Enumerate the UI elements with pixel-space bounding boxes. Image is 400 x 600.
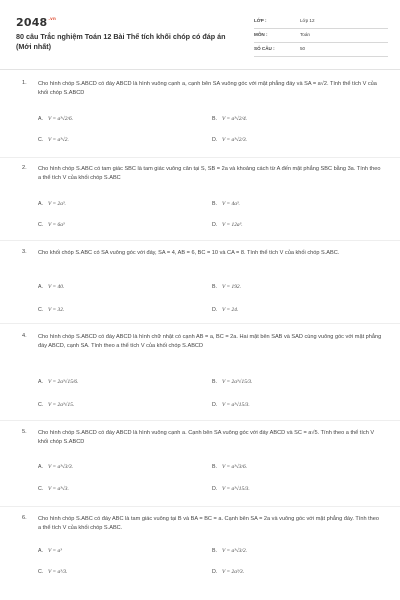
option-letter: B. — [212, 379, 218, 385]
option-value: V = 32. — [48, 307, 65, 313]
option-value: V = a³√15/3. — [222, 486, 250, 492]
option-letter: B. — [212, 284, 218, 290]
option-d[interactable] — [212, 307, 238, 313]
option-letter: C. — [38, 137, 44, 143]
question-text: Cho hình chóp S.ABCD có đáy ABCD là hình vuông cạnh a. Cạnh bên SA vuông góc với đáy ABCD và SC = a√5. Tính theo a thể tích V khối chóp S.ABCD — [38, 430, 375, 446]
option-value: V = a³√3/6. — [222, 464, 248, 470]
option-a[interactable] — [38, 379, 78, 385]
question-text: Cho hình chóp S.ABC có tam giác SBC là tam giác vuông cân tại S, SB = 2a và khoảng cách từ A đến mặt phẳng SBC bằng 3a. Tính theo a thể tích V của khối chóp S.ABC — [38, 166, 381, 182]
option-value: V = 2a³√15. — [48, 402, 75, 408]
option-value: V = a³√3/2. — [222, 548, 248, 554]
option-value: V = a³√2/3. — [222, 137, 248, 143]
option-value: V = 2a³/3. — [222, 569, 245, 575]
option-a[interactable] — [38, 116, 73, 122]
option-letter: B. — [212, 201, 218, 207]
option-letter: A. — [38, 548, 44, 554]
option-letter: C. — [38, 307, 44, 313]
option-value: V = a³√2/4. — [222, 116, 248, 122]
option-letter: A. — [38, 464, 44, 470]
option-b[interactable] — [212, 201, 240, 207]
option-value: V = 4a³. — [222, 201, 240, 207]
option-letter: B. — [212, 116, 218, 122]
option-letter: C. — [38, 402, 44, 408]
option-b[interactable] — [212, 116, 247, 122]
option-c[interactable] — [38, 307, 64, 313]
meta-value: Toán — [300, 32, 310, 37]
option-letter: D. — [212, 486, 218, 492]
question-text: Cho khối chóp S.ABC có SA vuông góc với đáy, SA = 4, AB = 6, BC = 10 và CA = 8. Tính thể tích V của khối chóp S.ABC. — [38, 250, 340, 256]
option-value: V = a³√2/6. — [48, 116, 74, 122]
option-c[interactable] — [38, 222, 65, 228]
option-a[interactable] — [38, 284, 64, 290]
option-letter: B. — [212, 464, 218, 470]
meta-label: SỐ CÂU : — [254, 46, 275, 51]
option-letter: A. — [38, 284, 44, 290]
question-divider — [0, 240, 400, 241]
option-letter: D. — [212, 307, 218, 313]
logo-text: 2048 — [16, 16, 48, 29]
meta-value: Lớp 12 — [300, 18, 315, 23]
question-divider — [0, 157, 400, 158]
option-value: V = 2a³. — [48, 201, 66, 207]
option-value: V = 192. — [222, 284, 241, 290]
option-value: V = 40. — [48, 284, 65, 290]
option-c[interactable] — [38, 486, 69, 492]
option-letter: B. — [212, 548, 218, 554]
question-number: 2. — [22, 165, 27, 171]
option-b[interactable] — [212, 548, 247, 554]
option-d[interactable] — [212, 486, 250, 492]
question-number: 5. — [22, 429, 27, 435]
option-value: V = a³√2. — [48, 137, 69, 143]
option-d[interactable] — [212, 222, 243, 228]
meta-value: 50 — [300, 46, 306, 51]
option-b[interactable] — [212, 284, 241, 290]
option-letter: D. — [212, 402, 218, 408]
question-text: Cho hình chóp S.ABCD có đáy ABCD là hình chữ nhật có cạnh AB = a, BC = 2a. Hai mặt bên SAB và SAD cùng vuông góc với mặt phẳng đáy ABCD, cạnh SA. Tính theo a thể tích V của khối chóp S.ABCD — [38, 334, 382, 350]
option-c[interactable] — [38, 137, 69, 143]
meta-label: LỚP : — [254, 18, 267, 23]
option-value: V = a³√15/3. — [222, 402, 250, 408]
question-number: 6. — [22, 515, 27, 521]
option-letter: A. — [38, 201, 44, 207]
option-value: V = 6a³ — [48, 222, 65, 228]
option-value: V = 12a³. — [222, 222, 243, 228]
option-a[interactable] — [38, 548, 62, 554]
logo-suffix: .vn — [48, 16, 56, 21]
meta-label: MÔN : — [254, 32, 268, 37]
question-number: 3. — [22, 249, 27, 255]
option-value: V = 2a³√15/3. — [222, 379, 253, 385]
option-value: V = a³√3. — [48, 486, 69, 492]
option-letter: C. — [38, 486, 44, 492]
page-title: 80 câu Trắc nghiệm Toán 12 Bài Thể tích khối chóp có đáp án (Mới nhất) — [16, 32, 226, 51]
question-divider — [0, 323, 400, 324]
option-letter: C. — [38, 222, 44, 228]
option-c[interactable] — [38, 569, 67, 575]
question-text: Cho hình chóp S.ABC có đáy ABC là tam giác vuông tại B và BA = BC = a. Cạnh bên SA = 2a và vuông góc với mặt phẳng đáy. Tính theo a thể tích V của khối chóp S.ABC. — [38, 516, 380, 532]
option-value: V = a³√3/3. — [48, 464, 74, 470]
question-divider — [0, 506, 400, 507]
option-c[interactable] — [38, 402, 74, 408]
option-value: V = a³ — [48, 548, 62, 554]
question-number: 1. — [22, 80, 27, 86]
question-number: 4. — [22, 333, 27, 339]
option-letter: C. — [38, 569, 44, 575]
option-d[interactable] — [212, 569, 244, 575]
option-d[interactable] — [212, 402, 250, 408]
option-letter: D. — [212, 222, 218, 228]
option-letter: D. — [212, 569, 218, 575]
option-a[interactable] — [38, 464, 73, 470]
option-b[interactable] — [212, 379, 252, 385]
option-letter: D. — [212, 137, 218, 143]
option-value: V = 24. — [222, 307, 239, 313]
option-value: V = a³/3. — [48, 569, 68, 575]
option-value: V = 2a³√15/6. — [48, 379, 79, 385]
option-letter: A. — [38, 116, 44, 122]
question-text: Cho hình chóp S.ABCD có đáy ABCD là hình vuông cạnh a, cạnh bên SA vuông góc với mặt phẳng đáy và SA = a√2. Tính thể tích V của khối chóp S.ABCD — [38, 81, 377, 97]
option-d[interactable] — [212, 137, 247, 143]
option-letter: A. — [38, 379, 44, 385]
question-divider — [0, 420, 400, 421]
option-b[interactable] — [212, 464, 247, 470]
option-a[interactable] — [38, 201, 66, 207]
